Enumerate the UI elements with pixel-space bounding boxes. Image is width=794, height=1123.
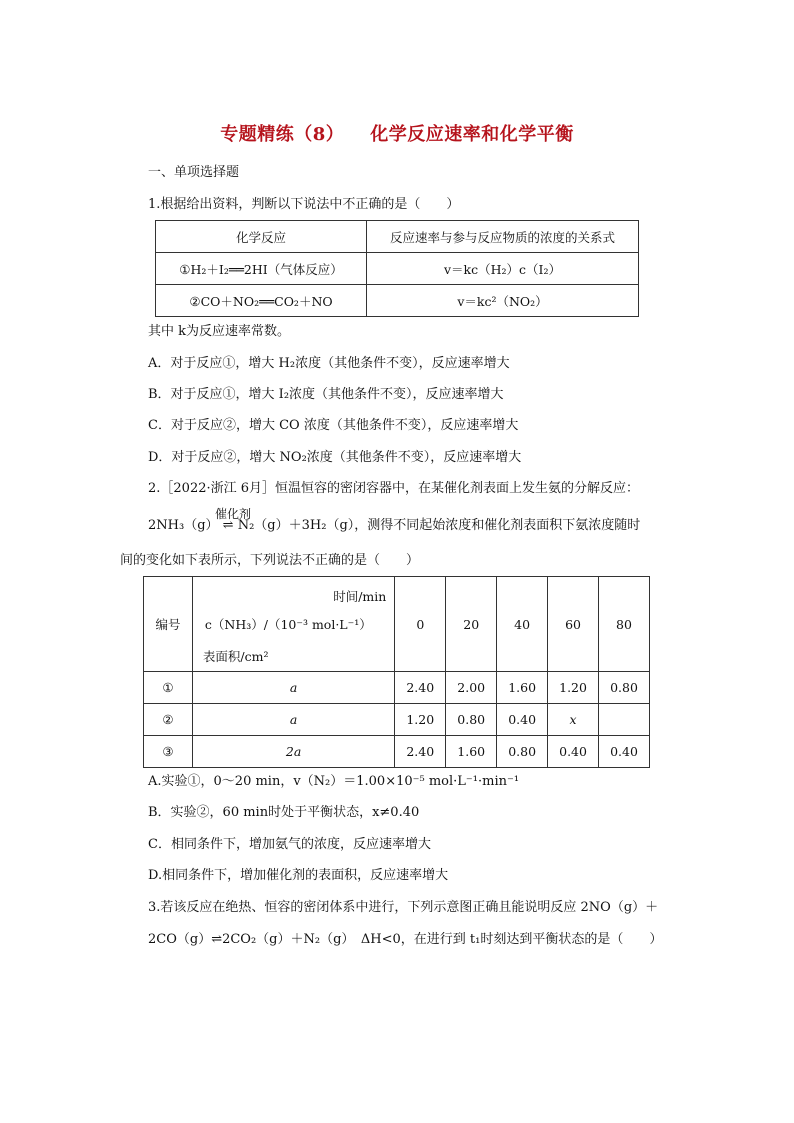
cell: 2.40 (395, 736, 446, 768)
q1-note: 其中 k为反应速率常数。 (148, 324, 291, 339)
q3-line1: 3.若该反应在绝热、恒容的密闭体系中进行，下列示意图正确且能说明反应 2NO（g）＋ (148, 900, 659, 915)
q2-option-b: B．实验②，60 min时处于平衡状态，x≠0.40 (148, 805, 420, 820)
cell: 0.40 (548, 736, 599, 768)
q2-header-number: 编号 (144, 577, 193, 672)
q1-stem: 1.根据给出资料，判断以下说法中不正确的是（ ） (148, 197, 460, 212)
time-40: 40 (497, 577, 548, 672)
row-id: ① (144, 672, 193, 704)
row-area: a (192, 672, 394, 704)
title-part-a: 专题精练（8） (220, 124, 345, 145)
q2-header-diagonal (192, 577, 394, 672)
row-area: a (192, 704, 394, 736)
cell: 2.40 (395, 672, 446, 704)
q2-header-conc: c（NH₃）/（10⁻³ mol·L⁻¹） (204, 617, 372, 632)
q1-row1-rate: v＝kc（H₂）c（I₂） (367, 253, 639, 285)
cell: 0.80 (497, 736, 548, 768)
time-0: 0 (395, 577, 446, 672)
row-id: ③ (144, 736, 193, 768)
cell: 0.80 (446, 704, 497, 736)
q1-option-a: A．对于反应①，增大 H₂浓度（其他条件不变），反应速率增大 (148, 356, 510, 371)
q2-stem-line1: 2.［2022·浙江 6月］恒温恒容的密闭容器中，在某催化剂表面上发生氨的分解反应： (148, 481, 640, 496)
time-80: 80 (599, 577, 650, 672)
cell: 1.20 (395, 704, 446, 736)
table-row (144, 736, 650, 768)
section-heading: 一、单项选择题 (148, 165, 240, 180)
cell (599, 704, 650, 736)
q2-header-area: 表面积/cm² (202, 649, 269, 664)
cell: 1.60 (446, 736, 497, 768)
q2-equation (148, 516, 640, 536)
row-area: 2a (192, 736, 394, 768)
table-row (144, 704, 650, 736)
q2-header-time: 时间/min (333, 589, 387, 604)
q1-row1-reaction: ①H₂＋I₂══2HI（气体反应） (156, 253, 367, 285)
cell: 0.40 (497, 704, 548, 736)
q2-catalyst-label: 催化剂 (215, 507, 252, 521)
cell: 1.60 (497, 672, 548, 704)
q2-option-d: D.相同条件下，增加催化剂的表面积，反应速率增大 (148, 868, 449, 883)
q1-row2-rate: v＝kc²（NO₂） (367, 285, 639, 317)
reversible-arrow-icon: ⇌ (222, 518, 234, 533)
title-part-b: 化学反应速率和化学平衡 (370, 124, 574, 145)
q2-stem-line3: 间的变化如下表所示，下列说法不正确的是（ ） (120, 553, 420, 568)
q2-option-c: C．相同条件下，增加氨气的浓度，反应速率增大 (148, 837, 431, 852)
cell: 1.20 (548, 672, 599, 704)
q2-eq-left: 2NH₃（g） (148, 518, 219, 533)
page-title (0, 120, 794, 146)
q1-header-rate: 反应速率与参与反应物质的浓度的关系式 (367, 221, 639, 253)
q2-eq-right: N₂（g）＋3H₂（g），测得不同起始浓度和催化剂表面积下氨浓度随时 (237, 518, 641, 533)
q1-option-c: C．对于反应②，增大 CO 浓度（其他条件不变），反应速率增大 (148, 418, 519, 433)
q1-table (155, 220, 639, 317)
q1-option-d: D．对于反应②，增大 NO₂浓度（其他条件不变），反应速率增大 (148, 450, 522, 465)
q2-table (143, 576, 650, 768)
q1-header-reaction: 化学反应 (156, 221, 367, 253)
row-id: ② (144, 704, 193, 736)
cell: 2.00 (446, 672, 497, 704)
q2-option-a: A.实验①，0～20 min，v（N₂）＝1.00×10⁻⁵ mol·L⁻¹·min⁻¹ (148, 774, 520, 789)
q1-row2-reaction: ②CO＋NO₂══CO₂＋NO (156, 285, 367, 317)
q3-line2: 2CO（g）⇌2CO₂（g）＋N₂（g） ΔH<0，在进行到 t₁时刻达到平衡状态的是（ ） (148, 932, 663, 947)
time-60: 60 (548, 577, 599, 672)
q1-option-b: B．对于反应①，增大 I₂浓度（其他条件不变），反应速率增大 (148, 387, 504, 402)
time-20: 20 (446, 577, 497, 672)
cell: 0.40 (599, 736, 650, 768)
table-row (144, 672, 650, 704)
cell: x (548, 704, 599, 736)
cell: 0.80 (599, 672, 650, 704)
